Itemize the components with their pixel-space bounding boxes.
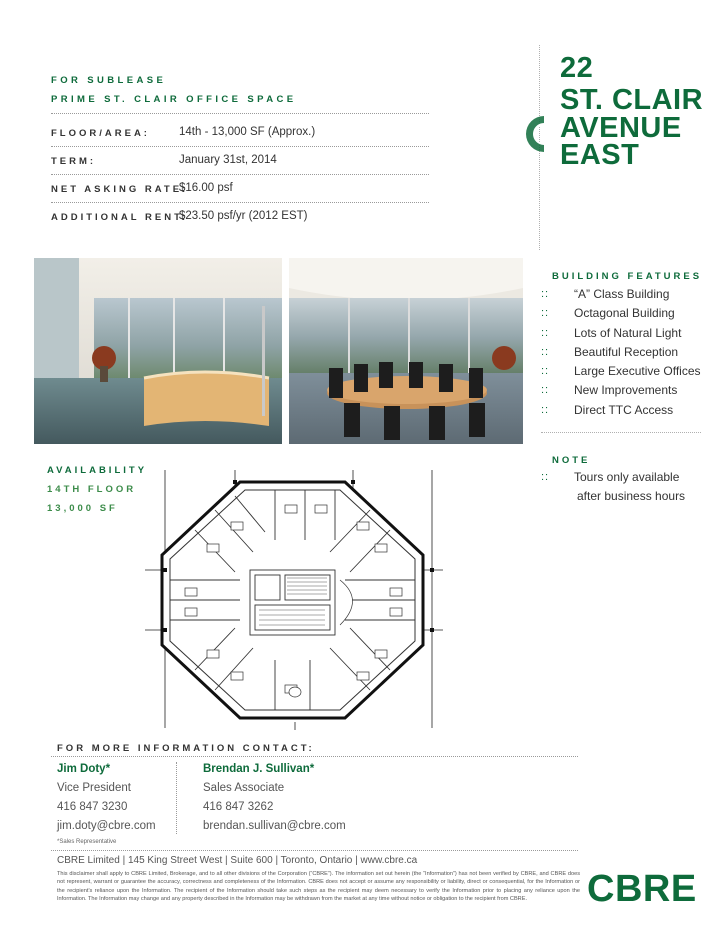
- availability-floor: 14TH FLOOR: [47, 484, 137, 495]
- sales-rep-footnote: *Sales Representative: [57, 839, 117, 845]
- availability-heading: AVAILABILITY: [47, 465, 148, 476]
- property-subtitle: PRIME ST. CLAIR OFFICE SPACE: [51, 94, 297, 105]
- reception-photo: [34, 258, 282, 444]
- feature-text: New Improvements: [574, 383, 678, 398]
- contact-name-2: Brendan J. Sullivan*: [203, 763, 315, 775]
- title-street: ST. CLAIR: [560, 84, 704, 116]
- list-item: [541, 345, 701, 364]
- footer-address: CBRE Limited | 145 King Street West | Suite 600 | Toronto, Ontario | www.cbre.ca: [57, 855, 418, 866]
- contact-title-2: Sales Associate: [203, 782, 285, 794]
- detail-row-floor: [51, 124, 429, 147]
- footer-divider: [51, 850, 578, 851]
- feature-text: Direct TTC Access: [574, 402, 674, 417]
- contact-phone-2: 416 847 3262: [203, 801, 274, 813]
- features-divider: [541, 432, 701, 433]
- feature-text: Lots of Natural Light: [574, 325, 682, 340]
- cbre-logo: CBRE: [587, 868, 697, 910]
- detail-key: TERM:: [51, 156, 97, 167]
- note-line-2: after business hours: [577, 489, 686, 503]
- bullet-icon: ::: [541, 365, 550, 378]
- bullet-icon: ::: [541, 384, 550, 397]
- contact-column-divider: [176, 762, 177, 834]
- detail-row-rate: [51, 180, 429, 203]
- list-item: [541, 383, 701, 402]
- detail-key: NET ASKING RATE:: [51, 184, 189, 195]
- title-number: 22: [560, 52, 594, 84]
- legal-disclaimer: This disclaimer shall apply to CBRE Limited, Brokerage, and to all other divisions of the Corporation (“CBRE”). The information set out herein (the “Information”) has not been verified by CBRE, and CBRE does not represent, warrant or guarantee the accuracy, correctness and completeness of the Information. CBRE does not accept or assume any responsibility or liability, direct or consequential, for the Information or the recipient’s reliance upon the Information. The recipient of the Information should take such steps as the recipient may deem necessary to verify the Information prior to placing any reliance upon the Information. The Information may change and any property described in the Information may be withdrawn from the market at any time without notice or obligation to the recipient from CBRE.: [57, 871, 580, 903]
- detail-row-term: [51, 152, 429, 175]
- bullet-icon: ::: [541, 307, 550, 320]
- building-features-heading: BUILDING FEATURES: [552, 271, 703, 282]
- floor-plan-diagram: [135, 460, 453, 732]
- feature-text: “A” Class Building: [574, 287, 670, 301]
- contact-phone-1: 416 847 3230: [57, 801, 128, 813]
- detail-value: $16.00 psf: [179, 182, 233, 194]
- for-sublease-label: FOR SUBLEASE: [51, 75, 167, 86]
- detail-key: ADDITIONAL RENT:: [51, 212, 189, 223]
- list-item: [541, 326, 701, 345]
- detail-value: $23.50 psf/yr (2012 EST): [179, 210, 308, 222]
- boardroom-photo: [289, 258, 523, 444]
- header-divider: [51, 113, 429, 114]
- building-logo-icon: [518, 112, 548, 156]
- bullet-icon: ::: [541, 403, 550, 416]
- bullet-icon: ::: [541, 326, 550, 339]
- note-heading: NOTE: [552, 455, 591, 466]
- contact-heading: FOR MORE INFORMATION CONTACT:: [57, 743, 315, 754]
- contact-name-1: Jim Doty*: [57, 763, 111, 775]
- list-item: [541, 306, 701, 325]
- title-east: EAST: [560, 139, 640, 171]
- availability-area: 13,000 SF: [47, 503, 118, 514]
- note-bullet-icon: ::: [541, 471, 550, 483]
- contact-top-divider: [51, 756, 578, 757]
- list-item: [541, 403, 701, 422]
- detail-value: 14th - 13,000 SF (Approx.): [179, 126, 316, 138]
- list-item: [541, 364, 701, 383]
- detail-value: January 31st, 2014: [179, 154, 277, 166]
- bullet-icon: ::: [541, 345, 550, 358]
- contact-title-1: Vice President: [57, 782, 131, 794]
- detail-row-additional-rent: [51, 208, 429, 231]
- building-features-list: [541, 287, 701, 422]
- feature-text: Large Executive Offices: [574, 364, 701, 379]
- note-line-1: Tours only available: [574, 470, 680, 484]
- feature-text: Octagonal Building: [574, 306, 675, 321]
- contact-email-2[interactable]: brendan.sullivan@cbre.com: [203, 820, 346, 832]
- detail-key: FLOOR/AREA:: [51, 128, 150, 139]
- list-item: [541, 287, 701, 306]
- bullet-icon: ::: [541, 288, 550, 300]
- contact-email-1[interactable]: jim.doty@cbre.com: [57, 820, 156, 832]
- title-avenue: AVENUE: [560, 112, 682, 144]
- feature-text: Beautiful Reception: [574, 344, 679, 359]
